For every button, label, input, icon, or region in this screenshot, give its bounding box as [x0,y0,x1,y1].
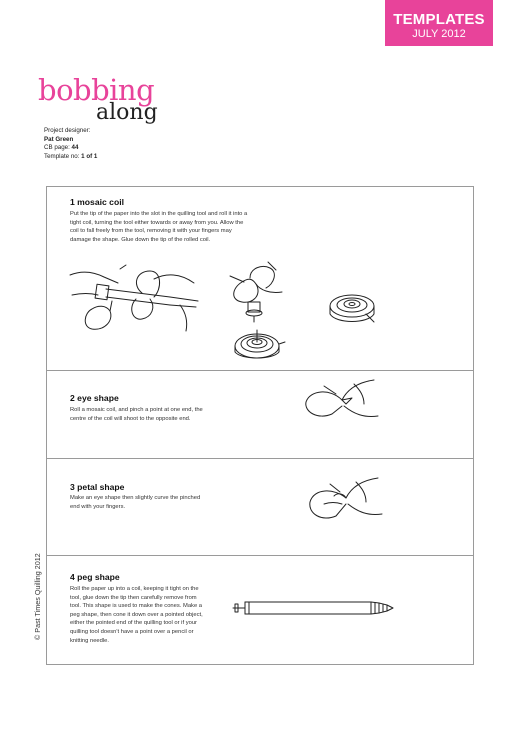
fingers-rolling-coil-icon [220,262,290,324]
step-1-title: 1 mosaic coil [70,197,124,207]
designer-label: Project designer: [44,127,91,134]
step-2-title: 2 eye shape [70,393,119,403]
project-title-line2: along [96,100,158,125]
project-title-line1: bobbing [38,73,155,107]
section-divider [46,555,474,556]
section-divider [46,370,474,371]
eye-shape-pinch-icon [302,378,382,426]
quilling-tool-icon [233,596,393,620]
banner-issue: JULY 2012 [412,28,466,40]
cb-page: CB page: 44 [44,144,79,152]
step-2-body: Roll a mosaic coil, and pinch a point at one end, the centre of the coil will shoot to the opposite end. [70,407,203,422]
designer-name: Pat Green [44,135,74,143]
step-3-body: Make an eye shape then slightly curve the pinched end with your fingers. [70,495,201,510]
hands-quilling-tool-icon [70,265,200,340]
section-divider [46,458,474,459]
step-1-body: Put the tip of the paper into the slot in the quilling tool and roll it into a tight coil, turning the tool either towards or away from you. Allow the coil to fall freely from the tool, removing it with your fingers may damage the shape. Glue down the tip of the rolled coil. [70,211,248,243]
template-number: Template no: 1 of 1 [44,152,98,160]
petal-shape-pinch-icon [304,472,384,528]
step-3-title: 3 petal shape [70,482,125,492]
copyright-credit: © Past Times Quilling 2012 [33,553,42,640]
step-4-title: 4 peg shape [70,572,120,582]
step-4-body: Roll the paper up into a coil, keeping it tight on the tool, glue down the tip then carefully remove from tool. This shape is used to make the cones. Make a peg shape, then cone it down over a pointed object, either the pointed end of the quilling tool or if your quilling tool doesn't have a point over a pencil or knitting needle. [70,586,203,644]
loose-coil-icon [326,292,378,326]
project-meta [44,127,97,161]
coil-on-tool-icon [233,326,285,360]
templates-banner [385,0,493,46]
banner-title: TEMPLATES [393,11,485,28]
